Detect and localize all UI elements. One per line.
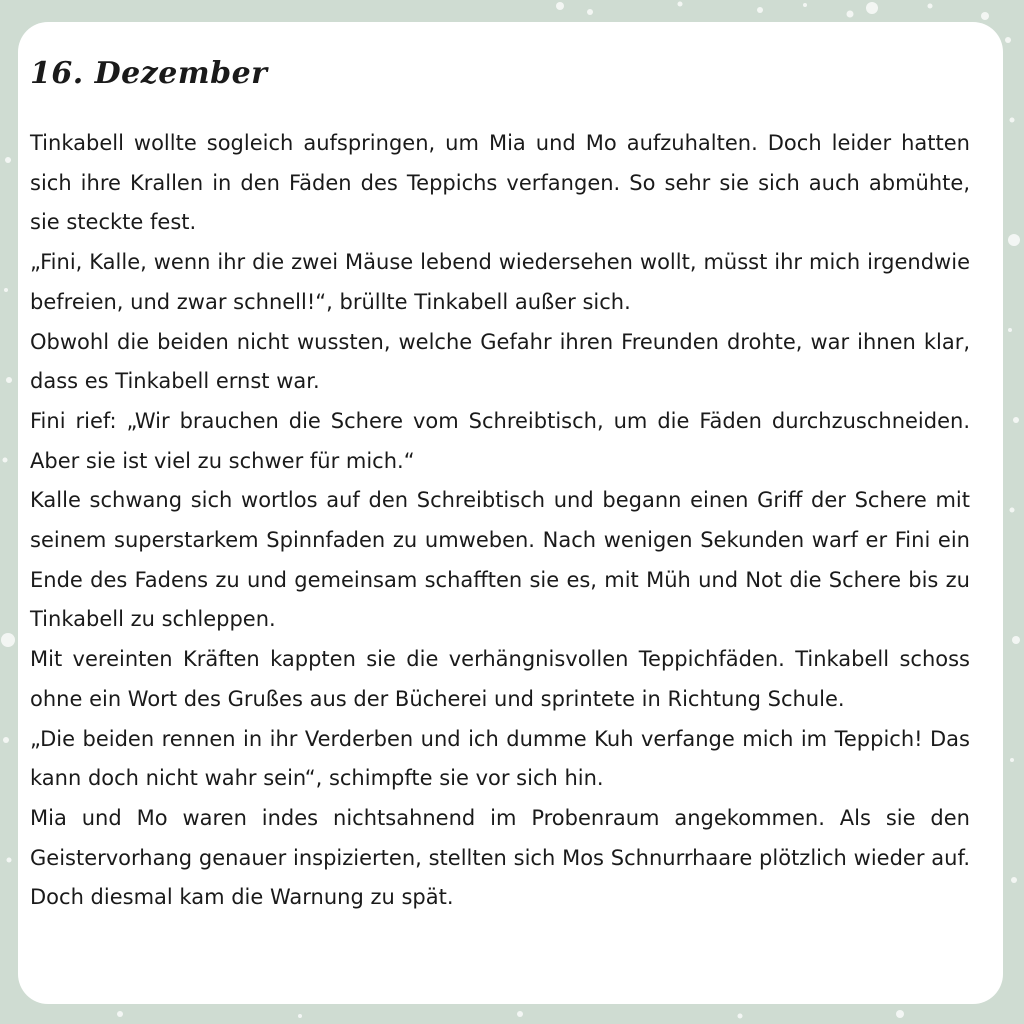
story-paragraph: Mit vereinten Kräften kappten sie die verhängnisvollen Teppichfäden. Tinkabell schoss ohne ein Wort des Grußes aus der Bücherei und sprintete in Richtung Schule.: [30, 647, 970, 711]
story-paragraph: Fini rief: „Wir brauchen die Schere vom Schreibtisch, um die Fäden durchzuschneiden. Aber sie ist viel zu schwer für mich.“: [30, 408, 970, 473]
story-text: [30, 124, 970, 918]
story-paragraph: „Fini, Kalle, wenn ihr die zwei Mäuse lebend wiedersehen wollt, müsst ihr mich irgendwie befreien, und zwar schnell!“, brüllte Tinkabell außer sich.: [30, 250, 970, 314]
page-title: 16. Dezember: [30, 56, 268, 91]
story-paragraph: „Die beiden rennen in ihr Verderben und ich dumme Kuh verfange mich im Teppich! Das kann doch nicht wahr sein“, schimpfte sie vor sich hin.: [30, 726, 970, 791]
story-paragraph: Obwohl die beiden nicht wussten, welche Gefahr ihren Freunden drohte, war ihnen klar, dass es Tinkabell ernst war.: [30, 329, 970, 394]
story-paragraph: Kalle schwang sich wortlos auf den Schreibtisch und begann einen Griff der Schere mit seinem superstarkem Spinnfaden zu umweben. Nach wenigen Sekunden warf er Fini ein Ende des Fadens zu und gemeinsam schafften sie es, mit Müh und Not die Schere bis zu Tinkabell zu schleppen.: [30, 488, 970, 632]
story-paragraph: Mia und Mo waren indes nichtsahnend im Probenraum angekommen. Als sie den Geistervorhang genauer inspizierten, stellten sich Mos Schnurrhaare plötzlich wieder auf. Doch diesmal kam die Warnung zu spät.: [30, 805, 970, 910]
story-paragraph: Tinkabell wollte sogleich aufspringen, um Mia und Mo aufzuhalten. Doch leider hatten sich ihre Krallen in den Fäden des Teppichs verfangen. So sehr sie sich auch abmühte, sie steckte fest.: [30, 131, 970, 235]
story-card: [18, 22, 1003, 1004]
